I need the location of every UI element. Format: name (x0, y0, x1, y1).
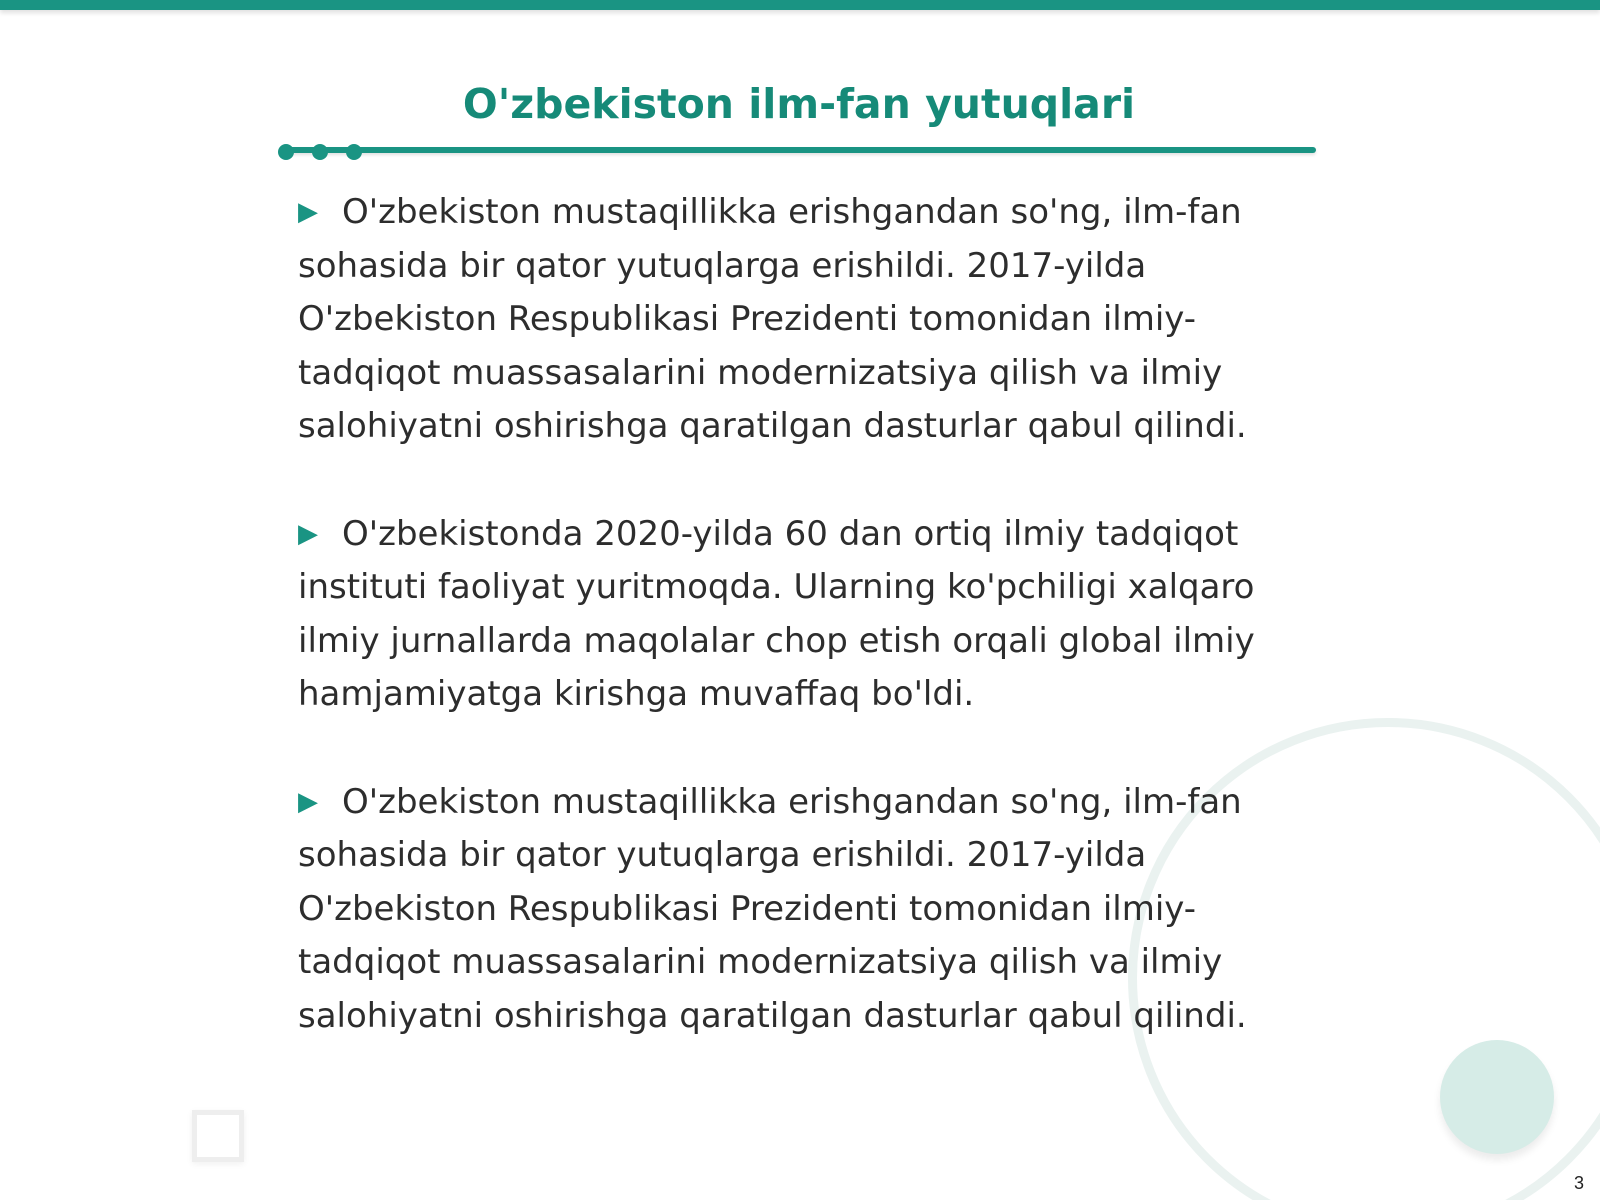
underline-dot (278, 144, 294, 160)
paragraph-text: O'zbekistonda 2020-yilda 60 dan ortiq ilmiy tadqiqot instituti faoliyat yuritmoqda. Ularning ko'pchiligi xalqaro ilmiy jurnallarda maqolalar chop etish orqali global ilmiy hamjamiyatga kirishga muvaffaq bo'ldi. (298, 513, 1255, 714)
title-underline (282, 147, 1316, 153)
paragraph-text: O'zbekiston mustaqillikka erishgandan so'ng, ilm-fan sohasida bir qator yutuqlarga erishildi. 2017-yilda O'zbekiston Respublikasi Prezidenti tomonidan ilmiy-tadqiqot muassasalarini modernizatsiya qilish va ilmiy salohiyatni oshirishga qaratilgan dasturlar qabul qilindi. (298, 781, 1247, 1036)
triangle-right-icon: ▶ (298, 786, 318, 817)
decorative-circle (1440, 1040, 1554, 1154)
slide-body (298, 186, 1318, 1097)
top-accent-bar (0, 0, 1600, 10)
triangle-right-icon: ▶ (298, 518, 318, 549)
page-number: 3 (1573, 1173, 1584, 1193)
triangle-right-icon: ▶ (298, 197, 318, 227)
underline-dot (346, 144, 362, 160)
bullet-paragraph-3 (298, 776, 1318, 1044)
bullet-paragraph-1 (298, 186, 1318, 454)
slide-title: O'zbekiston ilm-fan yutuqlari (462, 80, 1136, 128)
underline-dot (312, 144, 328, 160)
bullet-paragraph-2 (298, 508, 1318, 722)
paragraph-text: O'zbekiston mustaqillikka erishgandan so'ng, ilm-fan sohasida bir qator yutuqlarga erishildi. 2017-yilda O'zbekiston Respublikasi Prezidenti tomonidan ilmiy-tadqiqot muassasalarini modernizatsiya qilish va ilmiy salohiyatni oshirishga qaratilgan dasturlar qabul qilindi. (298, 192, 1247, 446)
decorative-square (192, 1110, 244, 1162)
